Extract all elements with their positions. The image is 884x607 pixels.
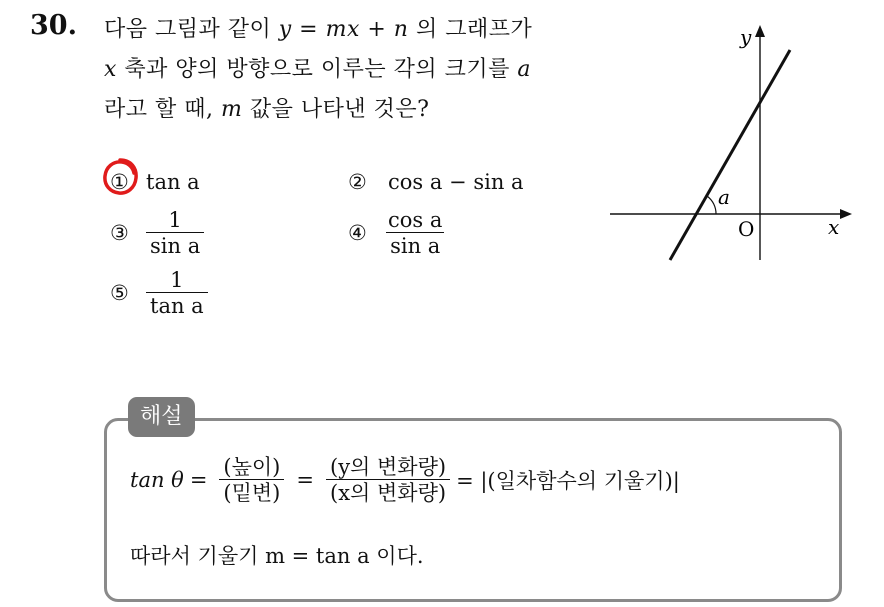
equals: =	[296, 468, 314, 493]
choice-4[interactable]	[348, 208, 446, 258]
angle-label: a	[718, 185, 730, 209]
question-number: 30.	[30, 10, 77, 41]
choice-number: ①	[110, 170, 129, 194]
lhs: tan θ	[130, 468, 184, 493]
question-line-1	[104, 12, 532, 43]
origin-label: O	[738, 217, 755, 241]
variable-x: x	[104, 57, 117, 82]
equals: =	[189, 468, 208, 493]
numerator: (y의 변화량)	[330, 455, 447, 479]
denominator: (밑변)	[219, 479, 284, 505]
choice-5[interactable]	[110, 268, 208, 318]
equation: y = mx + n	[278, 17, 409, 42]
fraction	[146, 268, 208, 318]
question-text: 다음 그림과 같이	[104, 17, 279, 42]
solution-tag: 해설	[128, 397, 195, 437]
numerator: cos a	[388, 208, 443, 232]
solution-box	[104, 418, 842, 602]
solution-formula	[130, 455, 680, 505]
question-text: 축과 양의 방향으로 이루는 각의 크기를	[116, 57, 518, 82]
formula-tail: = |(일차함수의 기울기)|	[456, 469, 680, 494]
question-text: 라고 할 때,	[104, 97, 221, 122]
answer-mark-icon	[100, 156, 140, 198]
question-line-2	[104, 52, 531, 83]
fraction-height-base	[219, 455, 284, 505]
fraction	[146, 208, 204, 258]
question-text: 값을 나타낸 것은?	[242, 97, 430, 122]
x-axis-arrow-icon	[840, 209, 852, 219]
y-axis-arrow-icon	[755, 25, 765, 37]
graph-line	[670, 50, 790, 260]
variable-m: m	[220, 97, 243, 122]
x-label: x	[828, 215, 840, 239]
choice-number: ④	[348, 221, 367, 246]
numerator: 1	[170, 268, 184, 292]
coordinate-graph	[600, 20, 860, 270]
fraction-change	[326, 455, 450, 505]
choice-text: tan a	[146, 170, 200, 194]
question-text: 의 그래프가	[408, 17, 533, 42]
denominator: (x의 변화량)	[326, 479, 450, 505]
fraction	[384, 208, 446, 258]
y-label: y	[740, 25, 752, 49]
denominator: sin a	[146, 232, 204, 258]
choice-number: ②	[348, 170, 367, 194]
choice-number: ⑤	[110, 281, 129, 306]
choice-text: cos a − sin a	[388, 170, 524, 194]
denominator: tan a	[146, 292, 208, 318]
choice-3[interactable]	[110, 208, 204, 258]
choice-2[interactable]	[348, 170, 524, 194]
question-line-3	[104, 92, 429, 123]
numerator: (높이)	[223, 455, 281, 479]
angle-arc	[707, 196, 716, 214]
variable-a: a	[517, 57, 532, 82]
denominator: sin a	[386, 232, 444, 258]
solution-conclusion: 따라서 기울기 m = tan a 이다.	[130, 544, 424, 568]
choice-number: ③	[110, 221, 129, 246]
numerator: 1	[168, 208, 182, 232]
